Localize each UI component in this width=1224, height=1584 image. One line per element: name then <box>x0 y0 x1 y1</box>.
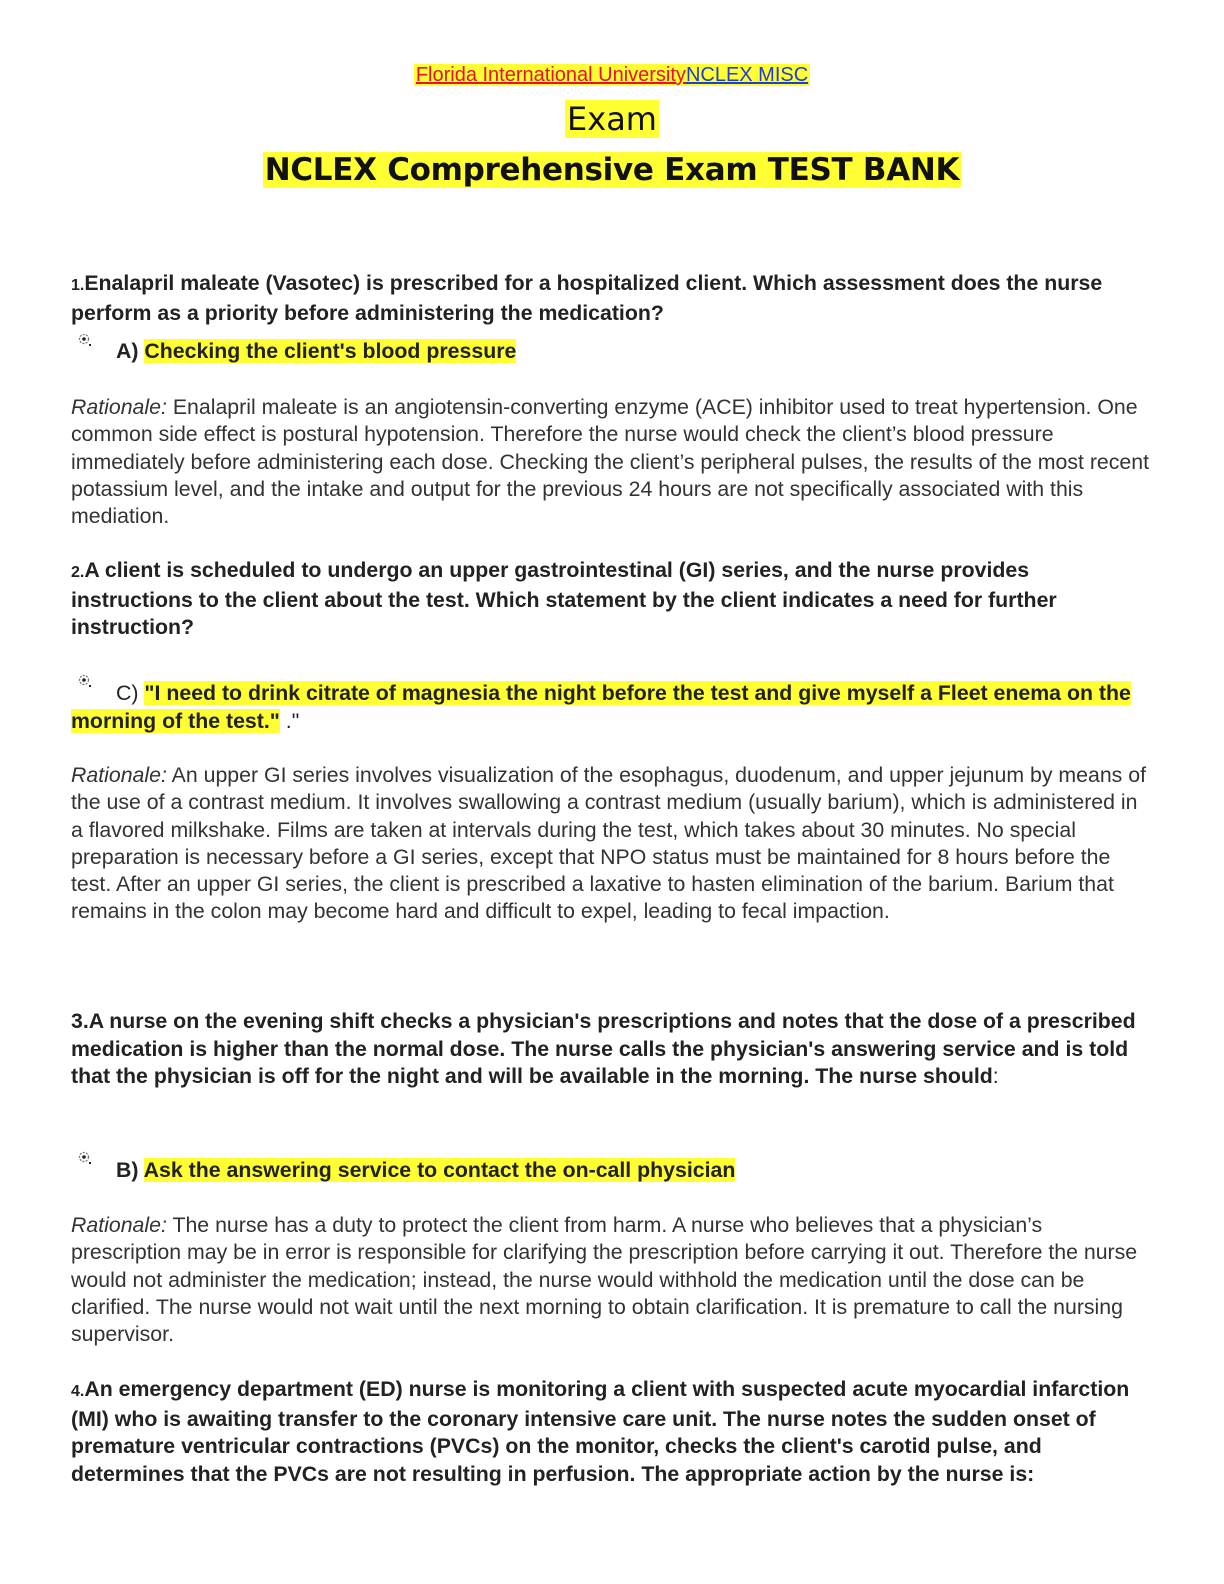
question-4 <box>71 1376 1151 1488</box>
question-text: Enalapril maleate (Vasotec) is prescribed for a hospitalized client. Which assessment does the nurse perform as a priority before administering the medication? <box>71 271 1103 325</box>
answer-2 <box>71 680 1151 735</box>
rationale-label: Rationale: <box>71 395 167 419</box>
answer-text: Ask the answering service to contact the on-call physician <box>143 1158 736 1182</box>
answer-letter: A) <box>116 339 139 363</box>
rationale-3 <box>71 1212 1151 1348</box>
question-suffix: : <box>992 1064 999 1088</box>
document-header-links <box>0 64 1224 87</box>
rationale-1 <box>71 394 1151 530</box>
question-number: 3. <box>71 1009 89 1033</box>
question-text: A nurse on the evening shift checks a physician's prescriptions and notes that the dose of a prescribed medication is higher than the normal dose. The nurse calls the physician's answering service and is told that the physician is off for the night and will be available in the morning. The nurse should <box>71 1009 1136 1088</box>
question-text: An emergency department (ED) nurse is monitoring a client with suspected acute myocardial infarction (MI) who is awaiting transfer to the coronary intensive care unit. The nurse notes the sudden onset of premature ventricular contractions (PVCs) on the monitor, checks the client's carotid pulse, and determines that the PVCs are not resulting in perfusion. The appropriate action by the nurse is: <box>71 1377 1130 1486</box>
answer-3 <box>116 1157 1196 1185</box>
question-2 <box>71 557 1151 642</box>
university-link[interactable]: Florida International University <box>415 64 686 86</box>
question-3 <box>71 1008 1151 1091</box>
answer-text: Checking the client's blood pressure <box>144 339 517 363</box>
page-title <box>0 152 1224 188</box>
rationale-text: The nurse has a duty to protect the client from harm. A nurse who believes that a physician’s prescription may be in error is responsible for clarifying the prescription before carrying it out. Therefore the nurse would not administer the medication; instead, the nurse would withhold the medication until the dose can be clarified. The nurse would not wait until the next morning to obtain clarification. It is premature to call the nursing supervisor. <box>71 1213 1138 1347</box>
answer-letter: B) <box>116 1158 139 1182</box>
radio-selected-icon[interactable] <box>78 1151 92 1165</box>
question-1 <box>71 270 1151 327</box>
rationale-label: Rationale: <box>71 1213 167 1237</box>
question-number: 1. <box>71 277 85 294</box>
radio-selected-icon[interactable] <box>78 333 92 347</box>
question-text: A client is scheduled to undergo an upper gastrointestinal (GI) series, and the nurse provides instructions to the client about the test. Which statement by the client indicates a need for further instruction? <box>71 558 1057 639</box>
question-number: 4. <box>71 1383 85 1400</box>
answer-letter: C) <box>116 681 139 705</box>
exam-label <box>0 100 1224 138</box>
exam-label-text: Exam <box>567 100 657 138</box>
question-number: 2. <box>71 564 85 581</box>
rationale-2 <box>71 762 1151 926</box>
rationale-text: An upper GI series involves visualization of the esophagus, duodenum, and upper jejunum by means of the use of a contrast medium. It involves swallowing a contrast medium (usually barium), which is administered in a flavored milkshake. Films are taken at intervals during the test, which takes about 30 minutes. No special preparation is necessary before a GI series, except that NPO status must be maintained for 8 hours before the test. After an upper GI series, the client is prescribed a laxative to hasten elimination of the barium. Barium that remains in the colon may become hard and difficult to expel, leading to fecal impaction. <box>71 763 1146 924</box>
rationale-label: Rationale: <box>71 763 167 787</box>
answer-1 <box>116 338 1196 366</box>
course-link[interactable]: NCLEX MISC <box>685 64 809 86</box>
page-title-text: NCLEX Comprehensive Exam TEST BANK <box>264 152 960 188</box>
answer-text: "I need to drink citrate of magnesia the night before the test and give myself a Fleet enema on the morning of the test." <box>71 681 1131 733</box>
rationale-text: Enalapril maleate is an angiotensin-converting enzyme (ACE) inhibitor used to treat hypertension. One common side effect is postural hypotension. Therefore the nurse would check the client’s blood pressure immediately before administering each dose. Checking the client’s peripheral pulses, the results of the most recent potassium level, and the intake and output for the previous 24 hours are not specifically associated with this mediation. <box>71 395 1150 529</box>
answer-suffix: ." <box>279 708 300 733</box>
